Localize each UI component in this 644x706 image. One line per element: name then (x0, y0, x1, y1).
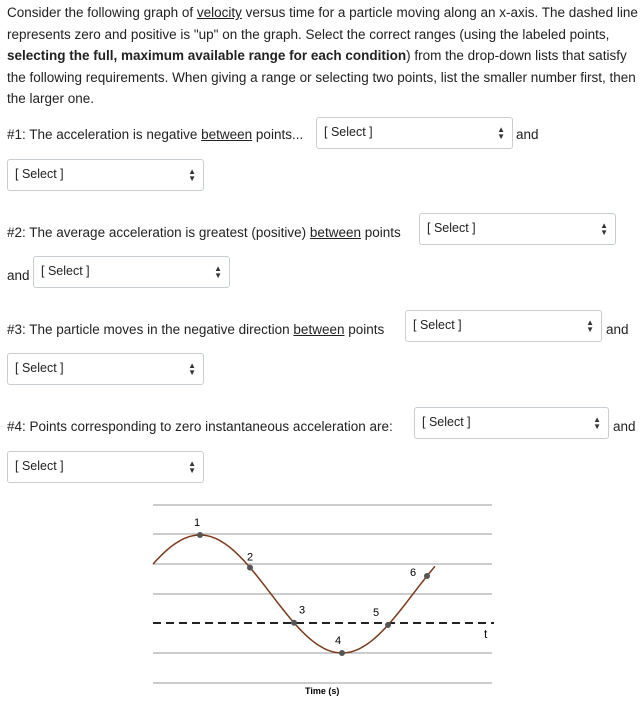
chevron-updown-icon: ▲ ▼ (188, 361, 196, 377)
chevron-updown-icon: ▲ ▼ (586, 318, 594, 334)
point-6 (424, 573, 430, 579)
point-3 (291, 620, 297, 626)
point-2 (247, 565, 253, 571)
velocity-link[interactable]: velocity (196, 5, 242, 20)
point-label-2: 2 (247, 551, 254, 564)
select-value: [ Select ] (324, 125, 373, 139)
chevron-updown-icon: ▲ ▼ (497, 125, 505, 141)
point-5 (385, 622, 391, 628)
instructions: Consider the following graph of velocity versus time for a particle moving along an x-axis. The dashed line represents zero and positive is "up" on the graph. Select the correct ranges (using the labeled points, selecting the full, maximum available range for each condition) from the drop-down lists that satisfy the following requirements. When giving a range or selecting two points, list the smaller number first, then the larger one. (7, 5, 638, 106)
and-label: and (613, 419, 636, 434)
question-1: #1: The acceleration is negative between points... (7, 127, 304, 142)
select-value: [ Select ] (15, 167, 64, 181)
point-4 (339, 650, 345, 656)
select-value: [ Select ] (427, 221, 476, 235)
t-axis-label: t (484, 627, 488, 641)
point-label-5: 5 (373, 606, 380, 619)
chevron-updown-icon: ▲ ▼ (600, 221, 608, 237)
question-4: #4: Points corresponding to zero instantaneous acceleration are: (7, 419, 393, 434)
select-value: [ Select ] (413, 318, 462, 332)
select-value: [ Select ] (15, 459, 64, 473)
x-axis-label: Time (s) (305, 686, 340, 696)
and-label: and (516, 127, 539, 142)
question-2: #2: The average acceleration is greatest (positive) between points (7, 225, 401, 240)
point-label-1: 1 (194, 517, 201, 529)
and-label: and (7, 268, 30, 283)
point-1 (197, 532, 203, 538)
chevron-updown-icon: ▲ ▼ (593, 415, 601, 431)
chevron-updown-icon: ▲ ▼ (188, 459, 196, 475)
chevron-updown-icon: ▲ ▼ (214, 264, 222, 280)
select-value: [ Select ] (15, 361, 64, 375)
point-label-6: 6 (410, 567, 417, 580)
point-label-4: 4 (335, 635, 342, 647)
and-label: and (606, 322, 629, 337)
question-3: #3: The particle moves in the negative direction between points (7, 322, 385, 337)
chevron-updown-icon: ▲ ▼ (188, 167, 196, 183)
select-value: [ Select ] (41, 264, 90, 278)
point-label-3: 3 (299, 604, 306, 617)
select-value: [ Select ] (422, 415, 471, 429)
